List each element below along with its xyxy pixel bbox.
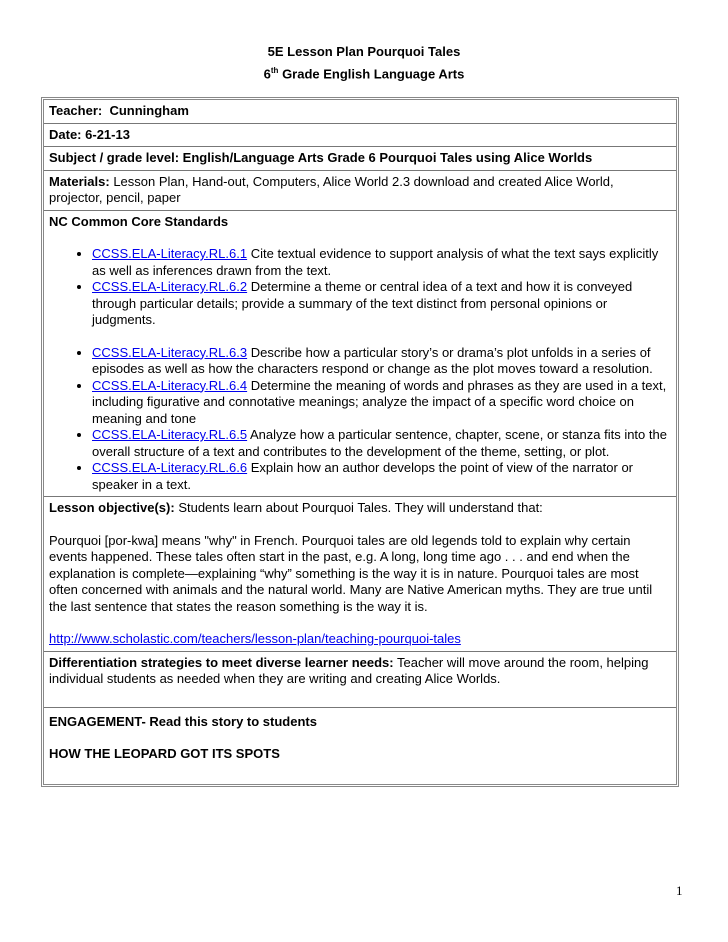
differentiation-value: Teacher will move around the room, helping individual students as needed when they are writing and creating Alice Worlds.	[49, 654, 649, 686]
teacher-value: Cunningham	[109, 103, 189, 118]
story-title: HOW THE LEOPARD GOT ITS SPOTS	[49, 746, 280, 761]
objective-intro-text: Students learn about Pourquoi Tales. They will understand that:	[174, 500, 543, 515]
standard-link[interactable]: CCSS.ELA-Literacy.RL.6.6	[92, 460, 248, 475]
standard-item	[92, 279, 670, 329]
subtitle-grade: 6	[263, 66, 271, 82]
standards-heading: NC Common Core Standards	[49, 213, 229, 229]
document-subtitle	[0, 61, 728, 83]
teacher-label: Teacher:	[49, 103, 103, 118]
standard-text: Determine a theme or central idea of a text and how it is conveyed through particular details; provide a summary of the text distinct from personal opinions or judgments.	[92, 279, 633, 327]
lesson-plan-table	[41, 97, 679, 787]
standard-link[interactable]: CCSS.ELA-Literacy.RL.6.1	[92, 246, 248, 261]
standard-item	[92, 378, 670, 428]
date-row	[44, 124, 676, 148]
materials-label: Materials:	[49, 173, 110, 189]
objective-link-wrap	[49, 631, 670, 648]
subject-cell	[44, 147, 676, 171]
standards-row	[44, 211, 676, 498]
date-label: Date:	[49, 126, 82, 142]
standard-text: Explain how an author develops the point of view of the narrator or speaker in a text.	[92, 460, 634, 492]
teacher-row	[44, 100, 676, 124]
standard-link[interactable]: CCSS.ELA-Literacy.RL.6.3	[92, 344, 248, 360]
subtitle-superscript: th	[270, 66, 279, 75]
differentiation-row	[44, 652, 676, 708]
differentiation-cell	[44, 652, 676, 708]
standard-link[interactable]: CCSS.ELA-Literacy.RL.6.4	[92, 377, 248, 393]
engagement-row	[44, 708, 676, 784]
standard-link[interactable]: CCSS.ELA-Literacy.RL.6.2	[92, 279, 248, 294]
page-number: 1	[676, 883, 683, 898]
objective-label: Lesson objective(s):	[49, 500, 175, 515]
date-cell	[44, 124, 676, 148]
objective-row	[44, 497, 676, 652]
date-value: 6-21-13	[85, 126, 130, 142]
standard-link[interactable]: CCSS.ELA-Literacy.RL.6.5	[92, 427, 248, 442]
materials-cell	[44, 171, 676, 211]
standard-text: Determine the meaning of words and phrases as they are used in a text, including figurative and connotative meanings; analyze the impact of a specific word choice on meaning and tone	[92, 377, 667, 426]
engagement-cell	[44, 708, 676, 784]
differentiation-label: Differentiation strategies to meet diverse learner needs:	[49, 654, 394, 670]
standard-item	[92, 345, 670, 378]
objective-body: Pourquoi [por-kwa] means "why" in French. Pourquoi tales are old legends told to explain why certain events happened. These tales often start in the past, e.g. A long, long time ago . . . and end when the explanation is complete—explaining “why” something is the way it is in nature. Pourquoi tales are most often concerned with animals and the natural world. Many are Native American myths. They are true until the last sentence that states the reason something is the way it is.	[49, 532, 653, 614]
scholastic-link[interactable]: http://www.scholastic.com/teachers/lesson-plan/teaching-pourquoi-tales	[49, 631, 461, 646]
standard-item	[92, 246, 670, 279]
standards-list	[49, 246, 670, 493]
document-title-block	[0, 42, 728, 83]
standards-cell	[44, 211, 676, 498]
objective-cell	[44, 497, 676, 652]
subject-row	[44, 147, 676, 171]
teacher-cell	[44, 100, 676, 124]
engagement-heading: ENGAGEMENT- Read this story to students	[49, 713, 317, 729]
standard-text: Cite textual evidence to support analysis of what the text says explicitly as well as inferences drawn from the text.	[92, 246, 659, 278]
standard-text: Analyze how a particular sentence, chapter, scene, or stanza fits into the overall structure of a text and contributes to the development of the theme, setting, or plot.	[92, 427, 667, 459]
objective-intro	[49, 500, 670, 517]
subtitle-rest: Grade English Language Arts	[278, 66, 465, 82]
subject-text: Subject / grade level: English/Language Arts Grade 6 Pourquoi Tales using Alice Worlds	[49, 150, 593, 165]
standard-item	[92, 460, 670, 493]
standard-text: Describe how a particular story’s or drama’s plot unfolds in a series of episodes as well as how the characters respond or change as the plot moves toward a resolution.	[92, 344, 653, 376]
materials-value: Lesson Plan, Hand-out, Computers, Alice World 2.3 download and created Alice World, projector, pencil, paper	[49, 173, 614, 205]
document-title: 5E Lesson Plan Pourquoi Tales	[267, 44, 461, 59]
materials-row	[44, 171, 676, 211]
standard-item	[92, 427, 670, 460]
